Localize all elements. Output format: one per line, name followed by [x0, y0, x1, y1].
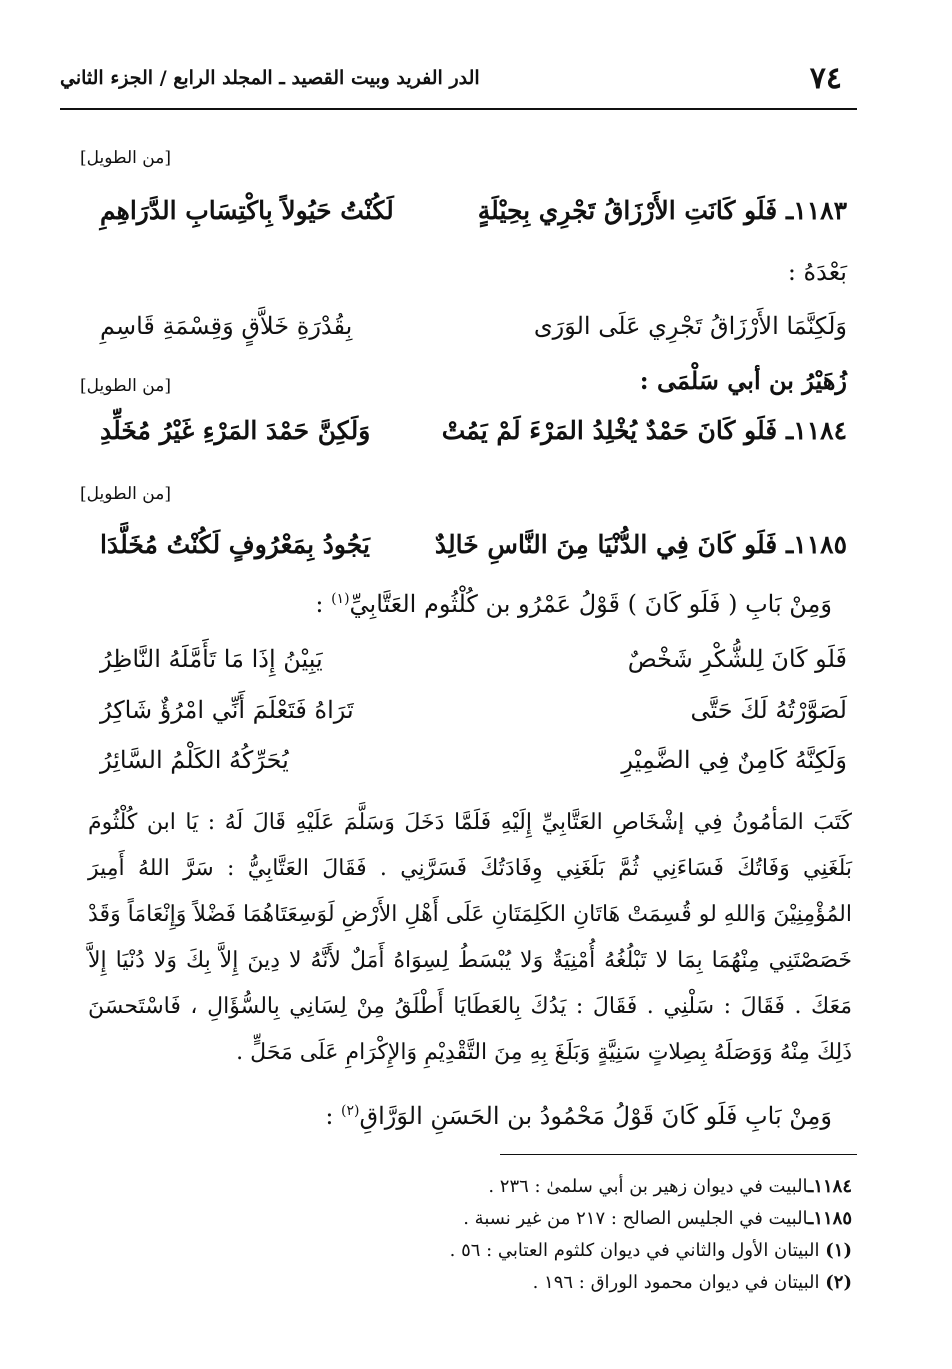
verse-first-hemistich: ١١٨٣ـ فَلَو كَانَتِ الأَرْزَاقُ تَجْرِي بِحِيْلَةٍ — [477, 196, 847, 225]
intro-warraq: وَمِنْ بَابِ فَلَو كَانَ قَوْلُ مَحْمُودُ بن الحَسَنِ الوَرَّاقِ$^{(٢)}$ : — [325, 1102, 832, 1130]
transition-text: بَعْدَهُ : — [787, 258, 847, 286]
footnote-divider — [500, 1154, 857, 1155]
verse-number: ١١٨٣ـ — [785, 196, 847, 225]
verse-1184 — [100, 416, 847, 445]
running-title: الدر الفريد وبيت القصيد ـ المجلد الرابع / الجزء الثاني — [60, 67, 480, 89]
verse-first-hemistich: ١١٨٤ـ فَلَو كَانَ حَمْدٌ يُخْلِدُ المَرْءَ لَمْ يَمُتْ — [441, 416, 847, 445]
verse-first-hemistich: لَصَوَّرْتُهُ لَكَ حَتَّى — [690, 696, 847, 724]
verse-second-hemistich: لَكُنْتُ حَيُولاً بِاكْتِسَابِ الدَّرَاهِمِ — [100, 196, 394, 225]
meter-label: [من الطويل] — [80, 148, 171, 168]
footnote-marker: (١) — [331, 591, 350, 607]
verse-first-hemistich: فَلَو كَانَ لِلشُّكْرِ شَخْصٌ — [627, 645, 847, 673]
verse-first-hemistich: ١١٨٥ـ فَلَو كَانَ فِي الدُّنْيَا مِنَ النَّاسِ خَالِدٌ — [434, 530, 847, 559]
verse-second-hemistich: يَجُودُ بِمَعْرُوفٍ لَكُنْتُ مُخَلَّدَا — [100, 530, 370, 559]
verse-1183-continuation — [100, 312, 847, 340]
footnote-marker: (٢) — [341, 1103, 360, 1119]
verse-number: ١١٨٤ـ — [785, 416, 847, 445]
verse-second-hemistich: بِقُدْرَةِ خَلاَّقٍ وَقِسْمَةِ قَاسِمِ — [100, 312, 353, 340]
verse-1183 — [100, 196, 847, 225]
verse-first-hemistich: وَلَكِنَّهُ كَامِنٌ فِي الضَّمِيْرِ — [621, 746, 847, 774]
footnote: (١) البيتان الأول والثاني في ديوان كلثوم العتابي : ٥٦ . — [449, 1240, 852, 1261]
attabi-verse-2 — [100, 696, 847, 724]
intro-attabi: وَمِنْ بَابِ ( فَلَو كَانَ ) قَوْلُ عَمْرُو بن كُلْثُوم العَتَّابِيِّ$^{(١)}$ : — [315, 590, 832, 618]
attabi-verse-3 — [100, 746, 847, 774]
meter-label: [من الطويل] — [80, 376, 171, 396]
verse-number: ١١٨٥ـ — [785, 530, 847, 559]
verse-second-hemistich: تَرَاهُ فَتَعْلَمَ أَنِّي امْرُؤٌ شَاكِرُ — [100, 696, 354, 724]
poet-attribution: زُهَيْرُ بن أبي سَلْمَى : — [639, 366, 847, 395]
footnote: ١١٨٥ـالبيت في الجليس الصالح : ٢١٧ من غير نسبة . — [463, 1208, 852, 1229]
attabi-verse-1 — [100, 645, 847, 673]
footnote: (٢) البيتان في ديوان محمود الوراق : ١٩٦ . — [532, 1272, 852, 1293]
verse-second-hemistich: وَلَكِنَّ حَمْدَ المَرْءِ غَيْرُ مُخَلِّدِ — [100, 416, 371, 445]
header-divider — [60, 108, 857, 110]
meter-label: [من الطويل] — [80, 484, 171, 504]
verse-1185 — [100, 530, 847, 559]
page-number: ٧٤ — [809, 60, 842, 96]
page-header — [60, 58, 842, 98]
footnotes — [450, 1176, 852, 1304]
verse-first-hemistich: وَلَكِنَّمَا الأَرْزَاقُ تَجْرِي عَلَى الوَرَى — [533, 312, 847, 340]
footnote: ١١٨٤ـالبيت في ديوان زهير بن أبي سلمىٰ : ٢٣٦ . — [488, 1176, 852, 1197]
verse-second-hemistich: يَبِيْنُ إِذَا مَا تَأَمَّلَهُ النَّاظِرُ — [100, 645, 323, 673]
verse-second-hemistich: يُحَرِّكُهُ الكَلْمُ السَّائِرُ — [100, 746, 289, 774]
narrative-paragraph: كَتَبَ المَأمُونُ فِي إشْخَاصِ العَتَّابِيِّ إِلَيْهِ فَلَمَّا دَخَلَ وَسَلَّمَ عَلَيْهِ قَالَ لَهُ : يَا ابن كُلْثُومَ بَلَغَنِي وَفَاتُكَ فَسَاءَنِي ثُمَّ بَلَغَنِي وِفَادَتُكَ فَسَرَّنِي . فَقَالَ العَتَّابِيُّ : سَرَّ اللهُ أَمِيرَ المُؤْمِنِيْنَ وَاللهِ لو قُسِمَتْ هَاتَانِ الكَلِمَتَانِ عَلَى أَهْلِ الأَرْضِ لَوَسِعَتَاهُمَا فَضْلاً وَإِنْعَامَاً وَقَدْ خَصَصْتَنِي مِنْهُمَا بِمَا لا تَبْلُغُهُ أُمْنِيَةٌ وَلا يُبْسَطُ لِسِوَاهُ أَمَلٌ لأَنَّهُ لا دِينَ إِلاَّ بِكَ وَلا دُنْيَا إِلاَّ مَعَكَ . فَقَالَ : سَلْنِي . فَقَالَ : يَدُكَ بِالعَطَايَا أَطْلَقُ مِنْ لِسَانِي بِالسُّؤَالِ ، فَاسْتَحسَنَ ذَلِكَ مِنْهُ وَوَصَلَهُ بِصِلاتٍ سَنِيَّةٍ وَبَلَغَ بِهِ مِنَ التَّقْدِيْمِ وَالإِكْرَامِ عَلَى مَحَلٍّ . — [88, 810, 852, 1065]
